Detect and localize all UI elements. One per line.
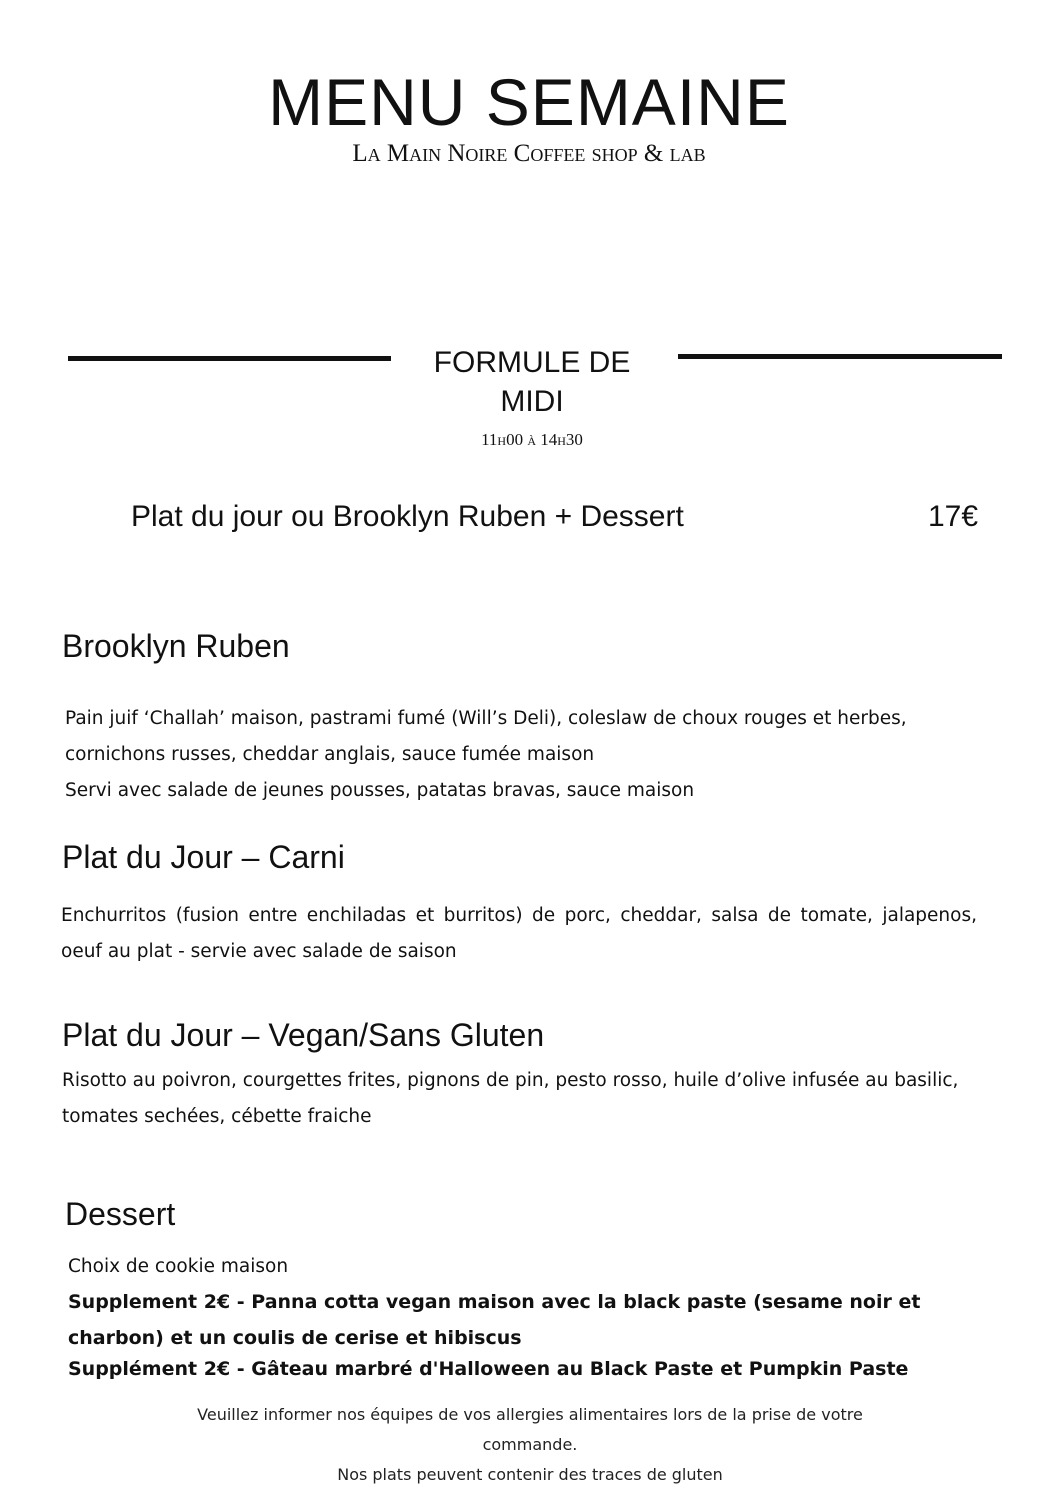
allergy-line-2: commande.: [482, 1435, 578, 1454]
dessert-supplement-1-line-1: Supplement 2€ - Panna cotta vegan maison avec la black paste (sesame noir et: [68, 1291, 921, 1313]
dessert-choice: Choix de cookie maison: [68, 1256, 289, 1277]
dessert-heading: Dessert: [65, 1196, 176, 1232]
ruben-line-1: Pain juif ‘Challah’ maison, pastrami fumé (Will’s Deli), coleslaw de choux rouges et herbes,: [65, 708, 907, 729]
allergy-note: [160, 1400, 900, 1490]
vegan-line-1: Risotto au poivron, courgettes frites, pignons de pin, pesto rosso, huile d’olive infusée au basilic,: [62, 1070, 959, 1091]
ruben-description: [65, 701, 1025, 809]
formule-title: [400, 343, 664, 421]
formule-title-line2: MIDI: [500, 385, 564, 418]
vegan-line-2: tomates sechées, cébette fraiche: [62, 1106, 372, 1127]
ruben-line-3: Servi avec salade de jeunes pousses, patatas bravas, sauce maison: [65, 780, 695, 801]
vegan-description: [62, 1063, 1022, 1135]
menu-subtitle: La Main Noire Coffee shop & lab: [352, 140, 706, 167]
right-divider: [678, 354, 1002, 359]
allergy-line-1: Veuillez informer nos équipes de vos allergies alimentaires lors de la prise de votre: [197, 1405, 863, 1424]
ruben-heading: Brooklyn Ruben: [62, 628, 290, 664]
formule-price: 17€: [928, 500, 979, 533]
dessert-supplement-1: [68, 1284, 1028, 1356]
vegan-heading: Plat du Jour – Vegan/Sans Gluten: [62, 1017, 545, 1053]
dessert-supplement-1-line-2: charbon) et un coulis de cerise et hibiscus: [68, 1327, 522, 1349]
carni-heading: Plat du Jour – Carni: [62, 839, 345, 875]
carni-description: Enchurritos (fusion entre enchiladas et burritos) de porc, cheddar, salsa de tomate, jalapenos, oeuf au plat - servie avec salade de saison: [61, 905, 977, 962]
menu-title: MENU SEMAINE: [268, 65, 790, 139]
formule-offer: Plat du jour ou Brooklyn Ruben + Dessert: [131, 500, 684, 533]
left-divider: [68, 356, 391, 361]
formule-hours: 11h00 à 14h30: [481, 430, 583, 449]
ruben-line-2: cornichons russes, cheddar anglais, sauce fumée maison: [65, 744, 595, 765]
dessert-supplement-2: Supplément 2€ - Gâteau marbré d'Halloween au Black Paste et Pumpkin Paste: [68, 1358, 909, 1380]
gluten-note: Nos plats peuvent contenir des traces de gluten: [337, 1465, 723, 1484]
formule-title-line1: FORMULE DE: [433, 346, 631, 379]
